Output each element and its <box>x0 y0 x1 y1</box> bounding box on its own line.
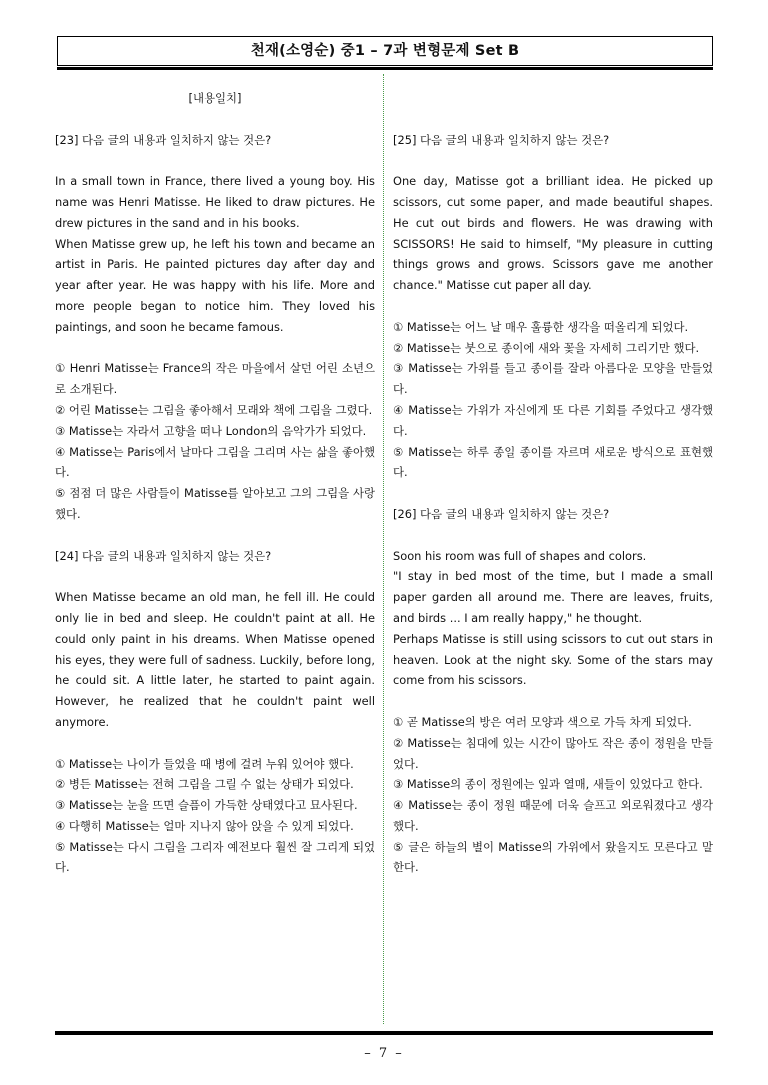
page-title: 천재(소영순) 중1 – 7과 변형문제 Set B <box>250 43 520 59</box>
section-label: [내용일치] <box>188 91 242 105</box>
answer-option: ⑤ Matisse는 하루 종일 종이를 자르며 새로운 방식으로 표현했다. <box>393 444 713 480</box>
right-column <box>393 88 713 878</box>
answer-option: ② 병든 Matisse는 전혀 그림을 그릴 수 없는 상태가 되었다. <box>55 777 354 792</box>
answer-option: ⑤ 점점 더 많은 사람들이 Matisse를 알아보고 그의 그림을 사랑했다. <box>55 486 375 521</box>
question-26 <box>393 504 713 878</box>
answer-option: ④ Matisse는 가위가 자신에게 또 다른 기회를 주었다고 생각했다. <box>393 402 713 438</box>
left-column <box>55 88 375 878</box>
question-23 <box>55 130 375 525</box>
answer-option: ④ 다행히 Matisse는 얼마 지나지 않아 앉을 수 있게 되었다. <box>55 818 354 833</box>
passage-paragraph: When Matisse became an old man, he fell ill. He could only lie in bed and sleep. He couldn't paint at all. He could only paint in his dreams. When Matisse opened his eyes, they were full of sadness. Luckily, before long, he could sit. A little later, he started to paint again. However, he realized that he couldn't paint well anymore. <box>55 590 375 729</box>
page-number: – 7 – <box>364 1046 404 1061</box>
answer-option: ② Matisse는 침대에 있는 시간이 많아도 작은 종이 정원을 만들었다. <box>393 735 713 771</box>
passage-paragraph: Perhaps Matisse is still using scissors to cut out stars in heaven. Look at the night sky. Some of the stars may come from his scissors. <box>393 631 713 688</box>
answer-option: ⑤ 글은 하늘의 별이 Matisse의 가위에서 왔을지도 모른다고 말한다. <box>393 839 713 875</box>
question-prompt: [25] 다음 글의 내용과 일치하지 않는 것은? <box>393 132 610 147</box>
question-prompt: [23] 다음 글의 내용과 일치하지 않는 것은? <box>55 132 272 147</box>
answer-option: ① 곧 Matisse의 방은 여러 모양과 색으로 가득 차게 되었다. <box>393 714 692 729</box>
answer-option: ② Matisse는 붓으로 종이에 새와 꽃을 자세히 그리기만 했다. <box>393 340 700 355</box>
answer-option: ④ Matisse는 Paris에서 날마다 그림을 그리며 사는 삶을 좋아했다. <box>55 444 375 480</box>
answer-option: ③ Matisse는 자라서 고향을 떠나 London의 음악가가 되었다. <box>55 423 367 438</box>
answer-option: ④ Matisse는 종이 정원 때문에 더욱 슬프고 외로워졌다고 생각했다. <box>393 798 713 833</box>
answer-option: ③ Matisse는 가위를 들고 종이를 잘라 아름다운 모양을 만들었다. <box>393 361 713 397</box>
answer-option: ② 어린 Matisse는 그림을 좋아해서 모래와 책에 그림을 그렸다. <box>55 402 373 417</box>
passage-paragraph: One day, Matisse got a brilliant idea. He picked up scissors, cut some paper, and made beautiful shapes. He cut out birds and flowers. He was drawing with SCISSORS! He said to himself, "My pleasure in cutting things grows and grows. Scissors gave me another chance." Matisse cut paper all day. <box>393 174 713 293</box>
passage-paragraph: "I stay in bed most of the time, but I made a small paper garden all around me. There are leaves, fruits, and birds ... I am really happy," he thought. <box>393 569 713 625</box>
answer-option: ① Matisse는 나이가 들었을 때 병에 걸려 누워 있어야 했다. <box>55 756 354 771</box>
passage-paragraph: In a small town in France, there lived a young boy. His name was Henri Matisse. He liked to draw pictures. He drew pictures in the sand and in his books. <box>55 174 375 230</box>
question-24 <box>55 546 375 879</box>
answer-option: ⑤ Matisse는 다시 그림을 그리자 예전보다 훨씬 잘 그리게 되었다. <box>55 839 375 875</box>
question-25 <box>393 130 713 484</box>
footer-rule <box>55 1031 713 1035</box>
passage-paragraph: When Matisse grew up, he left his town and became an artist in Paris. He painted pictures day after day and year after year. He was happy with his life. More and more people began to notice him. They loved his paintings, and soon he became famous. <box>55 236 375 334</box>
answer-option: ① Henri Matisse는 France의 작은 마을에서 살던 어린 소년으로 소개된다. <box>55 361 375 397</box>
passage-paragraph: Soon his room was full of shapes and colors. <box>393 548 647 563</box>
answer-option: ③ Matisse는 눈을 뜨면 슬픔이 가득한 상태였다고 묘사된다. <box>55 798 358 813</box>
column-divider <box>383 74 384 1024</box>
page-header <box>57 36 713 66</box>
answer-option: ③ Matisse의 종이 정원에는 잎과 열매, 새들이 있었다고 한다. <box>393 777 703 792</box>
answer-option: ① Matisse는 어느 날 매우 훌륭한 생각을 떠올리게 되었다. <box>393 319 689 334</box>
question-prompt: [24] 다음 글의 내용과 일치하지 않는 것은? <box>55 548 272 563</box>
question-prompt: [26] 다음 글의 내용과 일치하지 않는 것은? <box>393 506 610 521</box>
